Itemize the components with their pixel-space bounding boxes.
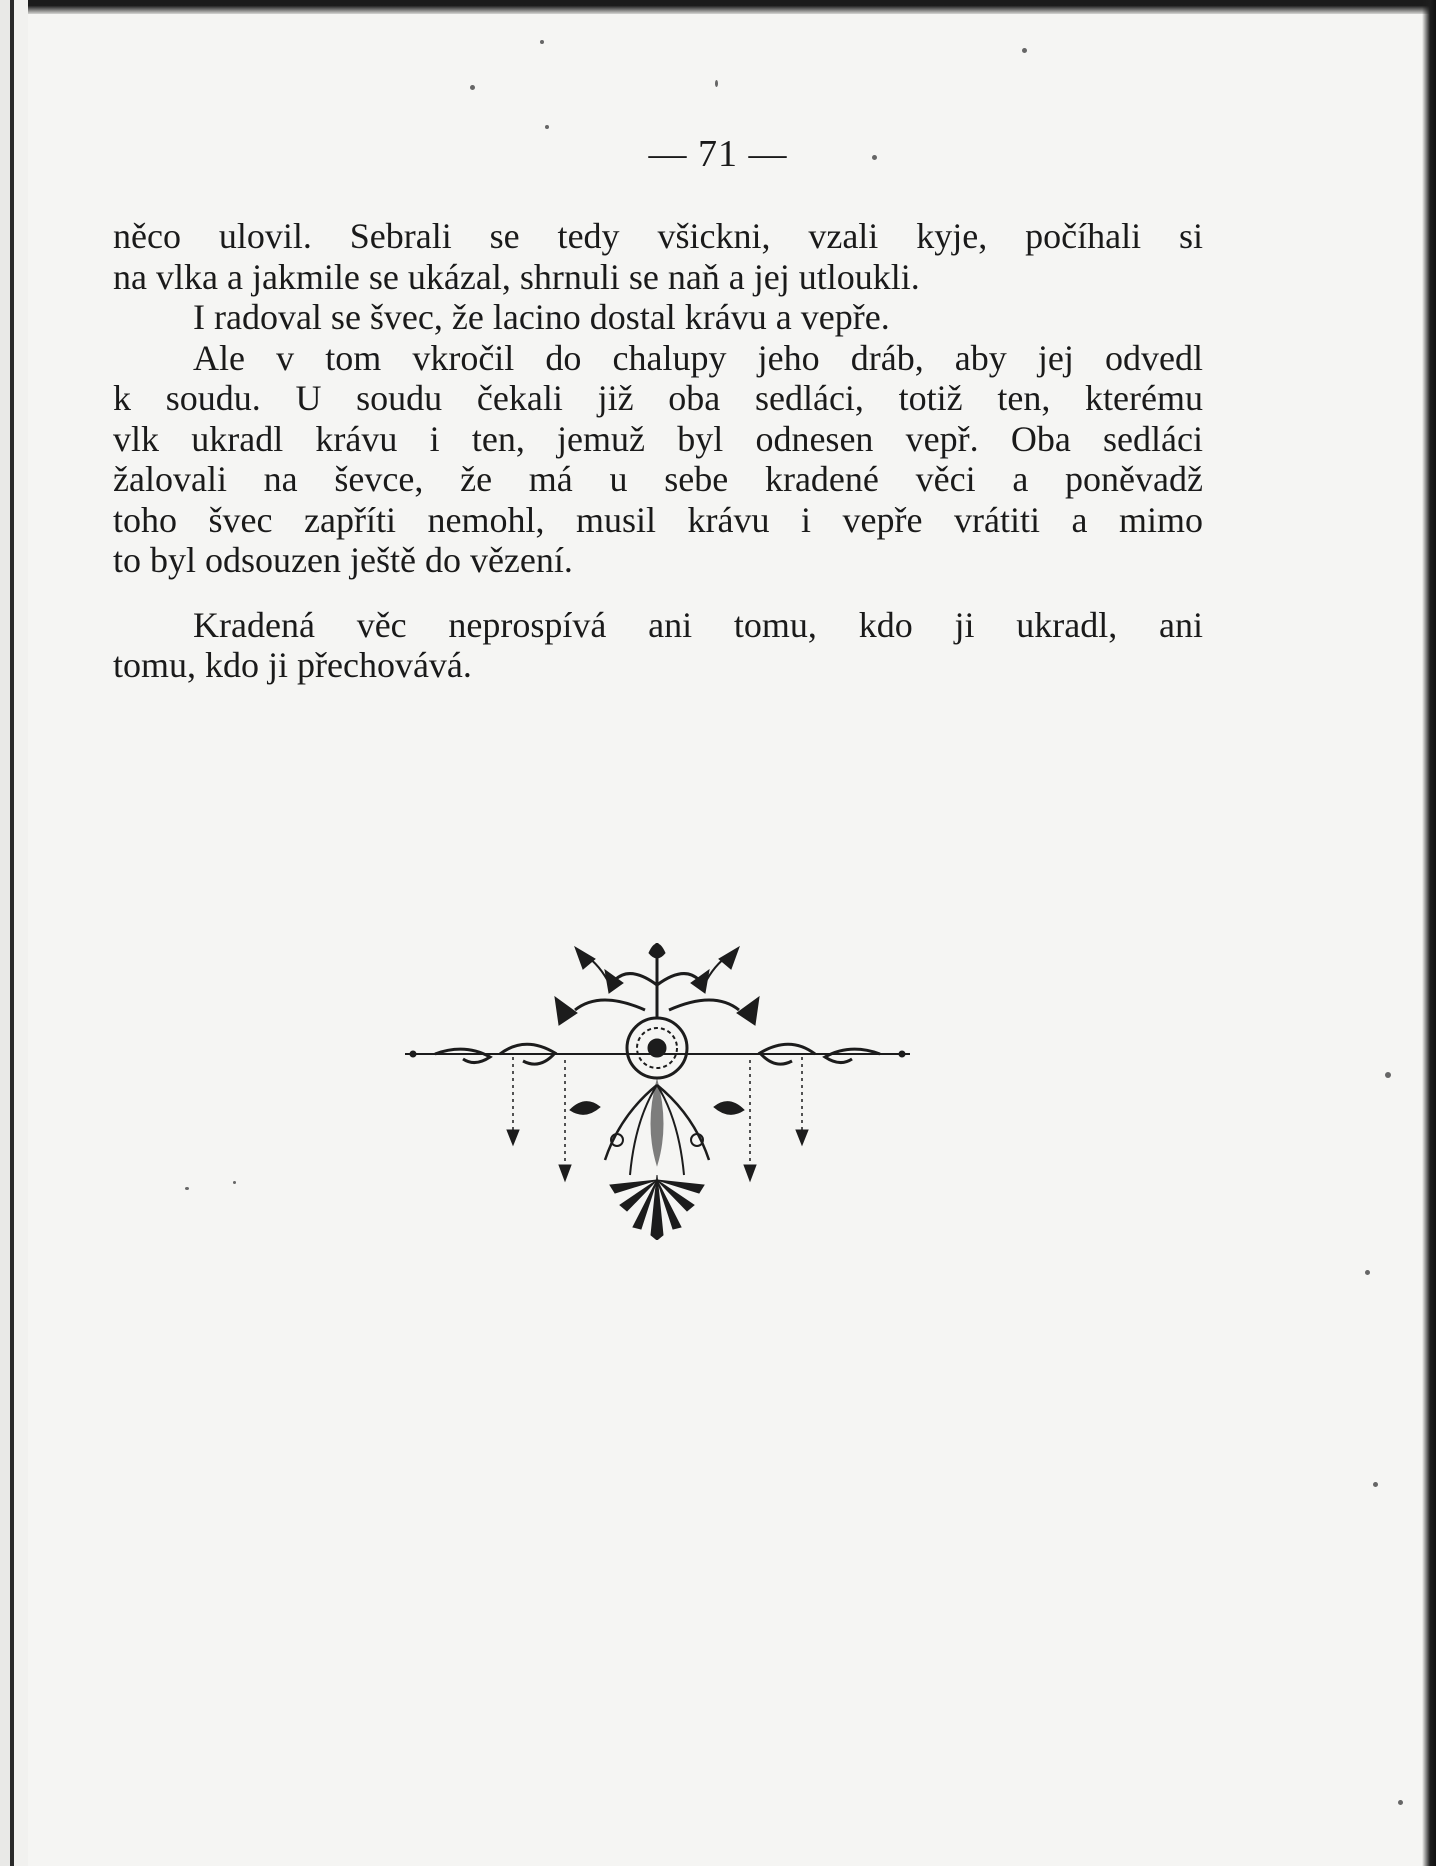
paragraph-gap [113,581,1203,605]
body-text [113,216,1203,686]
text-line: vlk ukradl krávu i ten, jemuž byl odnesen vepř. Oba sedláci [113,418,1203,459]
text-line: Ale v tom vkročil do chalupy jeho dráb, aby jej odvedl [193,337,1203,378]
floral-vignette-icon [405,935,910,1240]
text-line: I radoval se švec, že lacino dostal krávu a vepře. [193,297,890,337]
scan-speck [470,85,475,90]
moral-line: Kradená věc neprospívá ani tomu, kdo ji ukradl, ani [193,604,1203,645]
scan-speck [1385,1072,1391,1078]
scan-speck [872,155,877,160]
scan-speck [1373,1482,1378,1487]
scan-speck [1022,48,1027,53]
scan-speck [715,80,718,87]
text-line: na vlka a jakmile se ukázal, shrnuli se naň a jej utloukli. [113,256,920,297]
scan-speck [540,40,544,44]
page-number: — 71 — [648,133,788,175]
text-line: něco ulovil. Sebrali se tedy všickni, vzali kyje, počíhali si [113,216,1203,256]
scan-speck [1398,1800,1403,1805]
text-line: toho švec zapříti nemohl, musil krávu i vepře vrátiti a mimo [113,499,1203,540]
text-line: to byl odsouzen ještě do vězení. [113,540,573,580]
text-line: k soudu. U soudu čekali již oba sedláci, totiž ten, kterému [113,378,1203,418]
binding-edge [0,0,28,1866]
page-top-edge [0,0,1436,14]
scan-speck [185,1187,189,1190]
scan-speck [545,125,549,129]
text-line: žalovali na ševce, že má u sebe kradené věci a poněvadž [113,459,1203,499]
scan-speck [1365,1270,1370,1275]
page-right-edge [1422,0,1436,1866]
scan-speck [233,1181,236,1184]
moral-line: tomu, kdo ji přechovává. [113,645,472,685]
